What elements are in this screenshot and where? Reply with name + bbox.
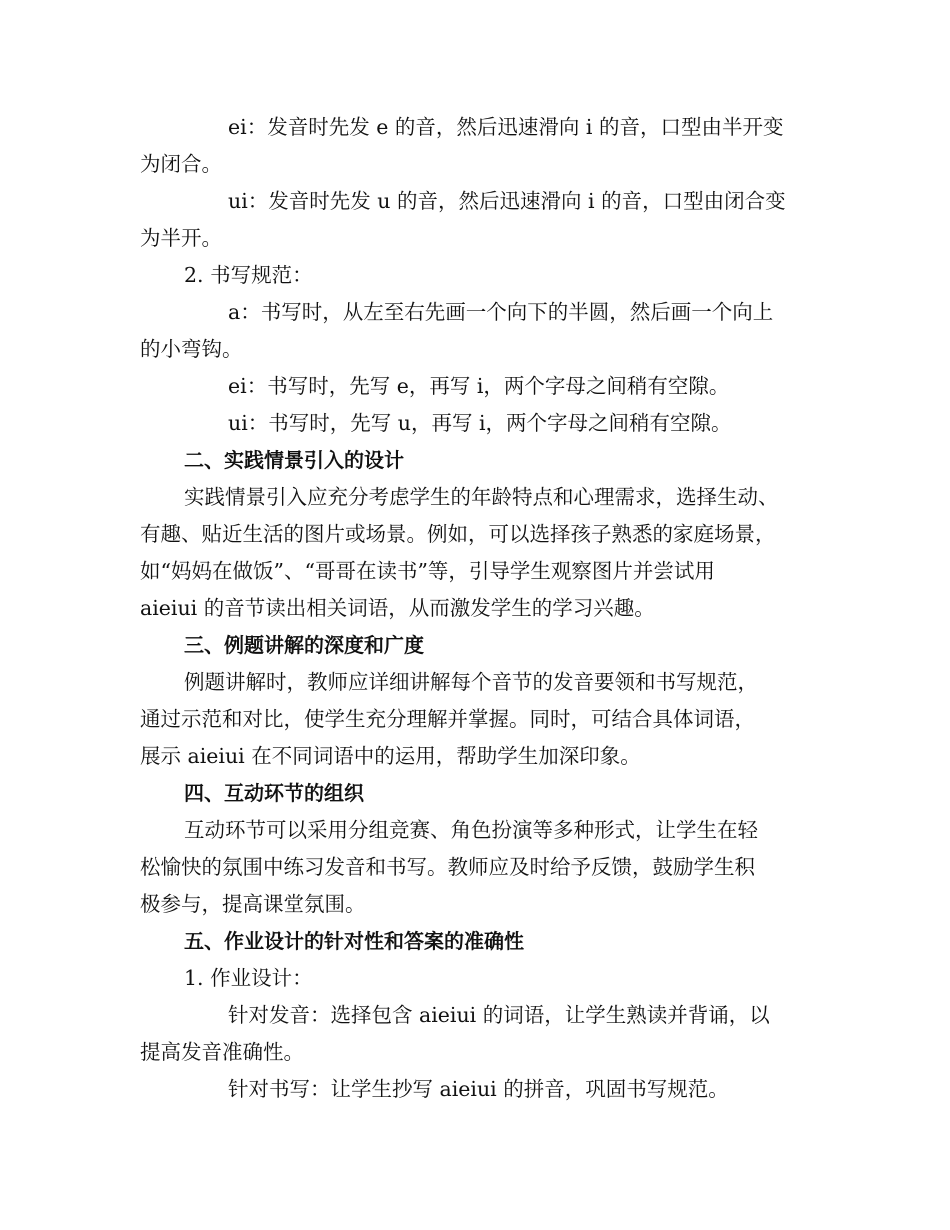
item-writing-norms: 2. 书写规范： <box>184 263 313 287</box>
para-ei-pronunciation-line-2: 为闭合。 <box>140 152 222 176</box>
heading-section-4: 四、互动环节的组织 <box>184 781 364 805</box>
para-section-2-line-2: 有趣、贴近生活的图片或场景。例如，可以选择孩子熟悉的家庭场景， <box>140 522 776 546</box>
para-section-4-line-2: 松愉快的氛围中练习发音和书写。教师应及时给予反馈，鼓励学生积 <box>140 855 755 879</box>
para-section-3-line-2: 通过示范和对比，使学生充分理解并掌握。同时，可结合具体词语， <box>140 707 755 731</box>
para-section-3-line-3: 展示 aieiui 在不同词语中的运用，帮助学生加深印象。 <box>140 744 641 768</box>
para-ui-writing: ui：书写时，先写 u，再写 i，两个字母之间稍有空隙。 <box>228 411 732 435</box>
para-homework-pronunciation-line-2: 提高发音准确性。 <box>140 1040 304 1064</box>
para-homework-writing: 针对书写：让学生抄写 aieiui 的拼音，巩固书写规范。 <box>228 1077 729 1101</box>
para-a-writing-line-1: a：书写时，从左至右先画一个向下的半圆，然后画一个向上 <box>228 300 774 324</box>
para-ui-pronunciation-line-2: 为半开。 <box>140 226 222 250</box>
para-section-3-line-1: 例题讲解时，教师应详细讲解每个音节的发音要领和书写规范， <box>184 670 758 694</box>
heading-section-3: 三、例题讲解的深度和广度 <box>184 633 424 657</box>
para-ei-writing: ei：书写时，先写 e，再写 i，两个字母之间稍有空隙。 <box>228 374 730 398</box>
para-section-2-line-3: 如“妈妈在做饭”、“哥哥在读书”等，引导学生观察图片并尝试用 <box>140 559 715 583</box>
para-section-2-line-1: 实践情景引入应充分考虑学生的年龄特点和心理需求，选择生动、 <box>184 485 779 509</box>
para-a-writing-line-2: 的小弯钩。 <box>140 337 243 361</box>
heading-section-5: 五、作业设计的针对性和答案的准确性 <box>184 929 524 953</box>
item-homework-design: 1. 作业设计： <box>184 966 313 990</box>
para-ei-pronunciation-line-1: ei：发音时先发 e 的音，然后迅速滑向 i 的音，口型由半开变 <box>228 115 784 139</box>
para-ui-pronunciation-line-1: ui：发音时先发 u 的音，然后迅速滑向 i 的音，口型由闭合变 <box>228 189 786 213</box>
para-homework-pronunciation-line-1: 针对发音：选择包含 aieiui 的词语，让学生熟读并背诵，以 <box>228 1003 770 1027</box>
para-section-4-line-3: 极参与，提高课堂氛围。 <box>140 892 366 916</box>
para-section-2-line-4: aieiui 的音节读出相关词语，从而激发学生的学习兴趣。 <box>140 596 655 620</box>
heading-section-2: 二、实践情景引入的设计 <box>184 448 404 472</box>
para-section-4-line-1: 互动环节可以采用分组竞赛、角色扮演等多种形式，让学生在轻 <box>184 818 758 842</box>
